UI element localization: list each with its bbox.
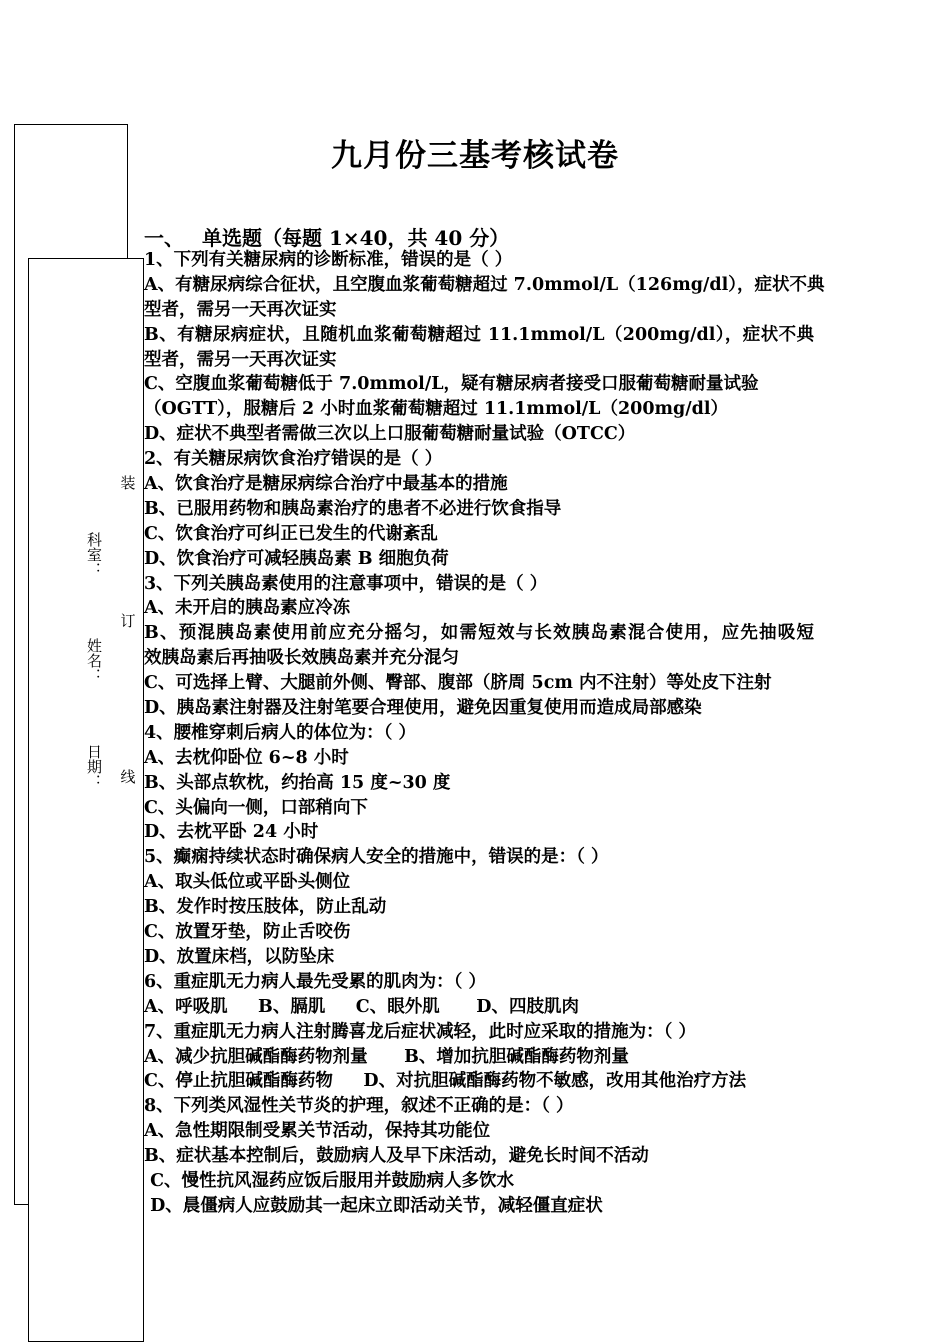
- name-label-text: 姓名：: [85, 638, 103, 683]
- question-line: C、停止抗胆碱酯酶药物 D、对抗胆碱酯酶药物不敏感，改用其他治疗方法: [144, 1071, 747, 1092]
- question-list: [144, 248, 825, 1219]
- question-line: A、呼吸肌 B、膈肌 C、眼外肌 D、四肢肌肉: [144, 996, 579, 1017]
- question-line: C、放置牙垫，防止舌咬伤: [144, 922, 351, 943]
- department-label-text: 科室：: [85, 532, 103, 577]
- question-line: D、胰岛素注射器及注射笔要合理使用，避免因重复使用而造成局部感染: [144, 698, 702, 719]
- question-line: A、取头低位或平卧头侧位: [144, 872, 351, 893]
- question-line: A、未开启的胰岛素应冷冻: [144, 598, 351, 619]
- question-line: 7、重症肌无力病人注射腾喜龙后症状减轻，此时应采取的措施为：（ ）: [144, 1021, 697, 1042]
- question-line: A、减少抗胆碱酯酶药物剂量 B、增加抗胆碱酯酶药物剂量: [144, 1046, 629, 1067]
- question-line: D、去枕平卧 24 小时: [144, 822, 319, 843]
- question-line: 2、有关糖尿病饮食治疗错误的是（ ）: [144, 449, 443, 470]
- question-line: B、预混胰岛素使用前应充分摇匀，如需短效与长效胰岛素混合使用，应先抽吸短: [144, 623, 814, 644]
- binding-frame-inner: [28, 258, 144, 1342]
- question-line: A、饮食治疗是糖尿病综合治疗中最基本的措施: [144, 474, 508, 495]
- question-line: D、症状不典型者需做三次以上口服葡萄糖耐量试验（OTCC）: [144, 424, 636, 445]
- question-line: 4、腰椎穿刺后病人的体位为：（ ）: [144, 722, 417, 743]
- question-line: C、空腹血浆葡萄糖低于 7.0mmol/L，疑有糖尿病者接受口服葡萄糖耐量试验: [144, 374, 759, 395]
- question-line: 8、下列类风湿性关节炎的护理，叙述不正确的是：（ ）: [144, 1096, 574, 1117]
- department-label: [84, 532, 104, 577]
- question-line: 5、癫痫持续状态时确保病人安全的措施中，错误的是：（ ）: [144, 847, 609, 868]
- question-line: D、放置床档，以防坠床: [144, 946, 335, 967]
- question-line: B、有糖尿病症状，且随机血浆葡萄糖超过 11.1mmol/L（200mg/dl），症状不典: [144, 324, 814, 345]
- binding-mark-zhuang: 装: [120, 474, 136, 492]
- date-label-text: 日期：: [85, 744, 103, 789]
- question-line: D、晨僵病人应鼓励其一起床立即活动关节，减轻僵直症状: [144, 1195, 603, 1216]
- question-line: 3、下列关胰岛素使用的注意事项中，错误的是（ ）: [144, 573, 548, 594]
- question-line: B、症状基本控制后，鼓励病人及早下床活动，避免长时间不活动: [144, 1146, 649, 1167]
- question-line: A、急性期限制受累关节活动，保持其功能位: [144, 1121, 491, 1142]
- question-line: A、去枕仰卧位 6~8 小时: [144, 747, 349, 768]
- name-label: [84, 638, 104, 683]
- section-number: 一、: [144, 226, 184, 250]
- question-line: 效胰岛素后再抽吸长效胰岛素并充分混匀: [144, 648, 459, 669]
- question-line: B、发作时按压肢体，防止乱动: [144, 897, 387, 918]
- section-heading-text: 单选题（每题 1×40，共 40 分）: [202, 226, 510, 250]
- question-line: B、已服用药物和胰岛素治疗的患者不必进行饮食指导: [144, 498, 562, 519]
- date-label: [84, 744, 104, 789]
- question-line: C、饮食治疗可纠正已发生的代谢紊乱: [144, 523, 438, 544]
- question-line: B、头部点软枕，约抬高 15 度~30 度: [144, 772, 451, 793]
- question-line: C、慢性抗风湿药应饭后服用并鼓励病人多饮水: [144, 1170, 515, 1191]
- question-line: （OGTT），服糖后 2 小时血浆葡萄糖超过 11.1mmol/L（200mg/dl）: [144, 399, 729, 420]
- question-line: 6、重症肌无力病人最先受累的肌肉为：（ ）: [144, 971, 487, 992]
- question-line: 型者，需另一天再次证实: [144, 299, 337, 320]
- question-line: C、头偏向一侧，口部稍向下: [144, 797, 368, 818]
- binding-mark-ding: 订: [120, 612, 136, 630]
- question-line: D、饮食治疗可减轻胰岛素 B 细胞负荷: [144, 548, 449, 569]
- question-line: 型者，需另一天再次证实: [144, 349, 337, 370]
- section-heading: [144, 222, 509, 251]
- question-line: A、有糖尿病综合征状，且空腹血浆葡萄糖超过 7.0mmol/L（126mg/dl），症状不典: [144, 274, 825, 295]
- binding-mark-xian: 线: [120, 768, 136, 786]
- page-title: 九月份三基考核试卷: [331, 138, 619, 174]
- question-line: C、可选择上臂、大腿前外侧、臀部、腹部（脐周 5cm 内不注射）等处皮下注射: [144, 673, 772, 694]
- question-line: 1、下列有关糖尿病的诊断标准，错误的是（ ）: [144, 250, 513, 270]
